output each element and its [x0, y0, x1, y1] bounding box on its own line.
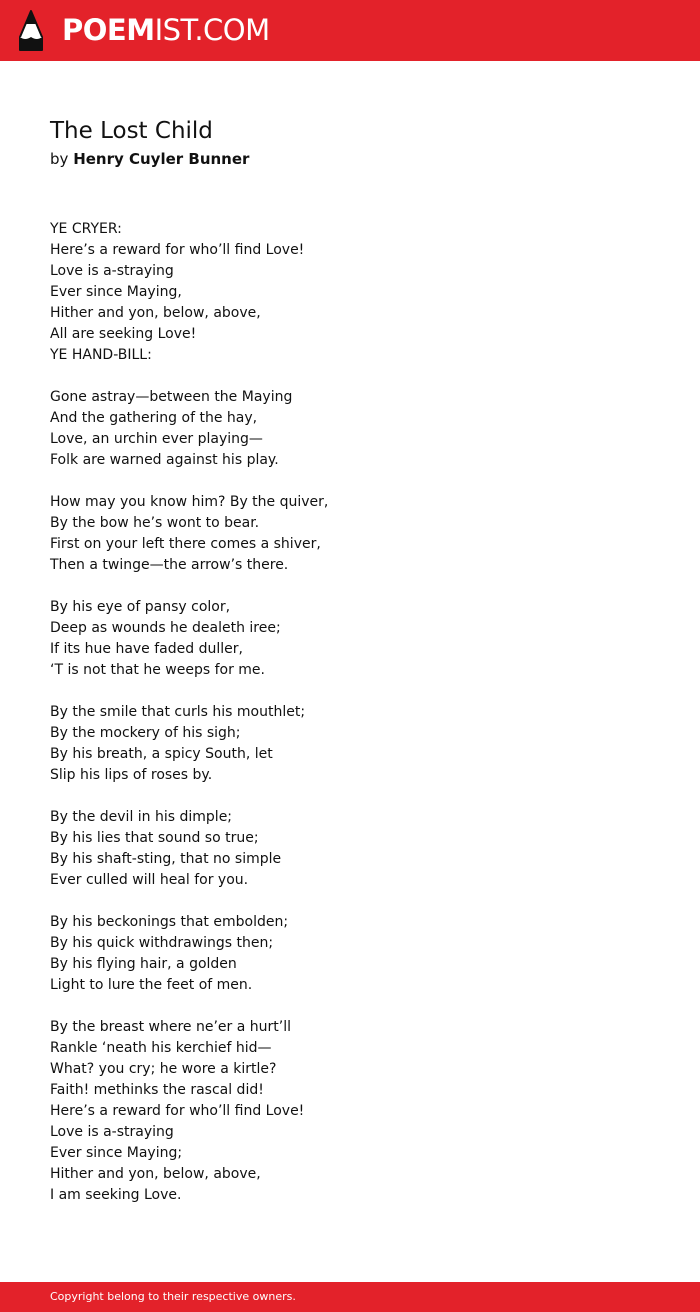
poem-line: By his shaft-sting, that no simple — [50, 851, 282, 867]
poem-line: Ever culled will heal for you. — [50, 872, 249, 888]
poem-line: Rankle ‘neath his kerchief hid— — [50, 1040, 272, 1056]
poem-line: By the bow he’s wont to bear. — [50, 515, 260, 531]
poem-stanza — [50, 912, 650, 996]
poem-line: By his breath, a spicy South, let — [50, 746, 273, 762]
poem-line: Hither and yon, below, above, — [50, 305, 261, 321]
poem-line: Love, an urchin ever playing— — [50, 431, 263, 447]
poem-line: By the mockery of his sigh; — [50, 725, 241, 741]
poem-stanza — [50, 1017, 650, 1206]
by-label: by — [50, 150, 69, 168]
poem-line: Ever since Maying, — [50, 284, 182, 300]
poem-stanza — [50, 492, 650, 576]
poem-line: By his quick withdrawings then; — [50, 935, 274, 951]
poem-line: And the gathering of the hay, — [50, 410, 258, 426]
poem-line: All are seeking Love! — [50, 326, 197, 342]
poem-line: Hither and yon, below, above, — [50, 1166, 261, 1182]
poem-line: Ever since Maying; — [50, 1145, 183, 1161]
poem-title: The Lost Child — [50, 118, 213, 144]
logo-light-text: IST.COM — [154, 13, 270, 47]
poem-line: By the devil in his dimple; — [50, 809, 233, 825]
poem-stanza — [50, 597, 650, 681]
author-name: Henry Cuyler Bunner — [73, 150, 250, 168]
poem-line: Love is a-straying — [50, 263, 174, 279]
poem-line: Here’s a reward for who’ll find Love! — [50, 1103, 305, 1119]
poem-line: How may you know him? By the quiver, — [50, 494, 329, 510]
poem-line: By the breast where ne’er a hurt’ll — [50, 1019, 291, 1035]
poem-line: By his lies that sound so true; — [50, 830, 259, 846]
poem-line: Here’s a reward for who’ll find Love! — [50, 242, 305, 258]
poem-line: If its hue have faded duller, — [50, 641, 243, 657]
poem-stanza — [50, 219, 650, 366]
poem-line: YE HAND-BILL: — [50, 347, 152, 363]
poem-line: Gone astray—between the Maying — [50, 389, 293, 405]
poem-line: ‘T is not that he weeps for me. — [50, 662, 265, 678]
poem-line: By his eye of pansy color, — [50, 599, 231, 615]
copyright-text: Copyright belong to their respective owners. — [50, 1290, 296, 1303]
poem-line: First on your left there comes a shiver, — [50, 536, 321, 552]
poem-line: By his flying hair, a golden — [50, 956, 237, 972]
poem-line: By the smile that curls his mouthlet; — [50, 704, 306, 720]
poem-line: Love is a-straying — [50, 1124, 174, 1140]
poem-stanza — [50, 807, 650, 891]
logo-bold-text: POEM — [62, 13, 155, 47]
pencil-tip-icon — [18, 10, 44, 52]
poem-line: Slip his lips of roses by. — [50, 767, 213, 783]
poem-line: Faith! methinks the rascal did! — [50, 1082, 264, 1098]
poem-line: Folk are warned against his play. — [50, 452, 279, 468]
poem-line: I am seeking Love. — [50, 1187, 182, 1203]
poem-line: Deep as wounds he dealeth iree; — [50, 620, 281, 636]
footer-bar — [0, 1282, 700, 1312]
poem-line: YE CRYER: — [50, 221, 122, 237]
poem-line: By his beckonings that embolden; — [50, 914, 289, 930]
site-logo[interactable] — [62, 11, 270, 49]
byline — [50, 148, 249, 170]
header-bar — [0, 0, 700, 61]
poem-line: What? you cry; he wore a kirtle? — [50, 1061, 277, 1077]
poem-stanza — [50, 702, 650, 786]
poem-line: Then a twinge—the arrow’s there. — [50, 557, 289, 573]
poem-stanza — [50, 387, 650, 471]
poem-line: Light to lure the feet of men. — [50, 977, 253, 993]
poem-body — [50, 219, 650, 1227]
